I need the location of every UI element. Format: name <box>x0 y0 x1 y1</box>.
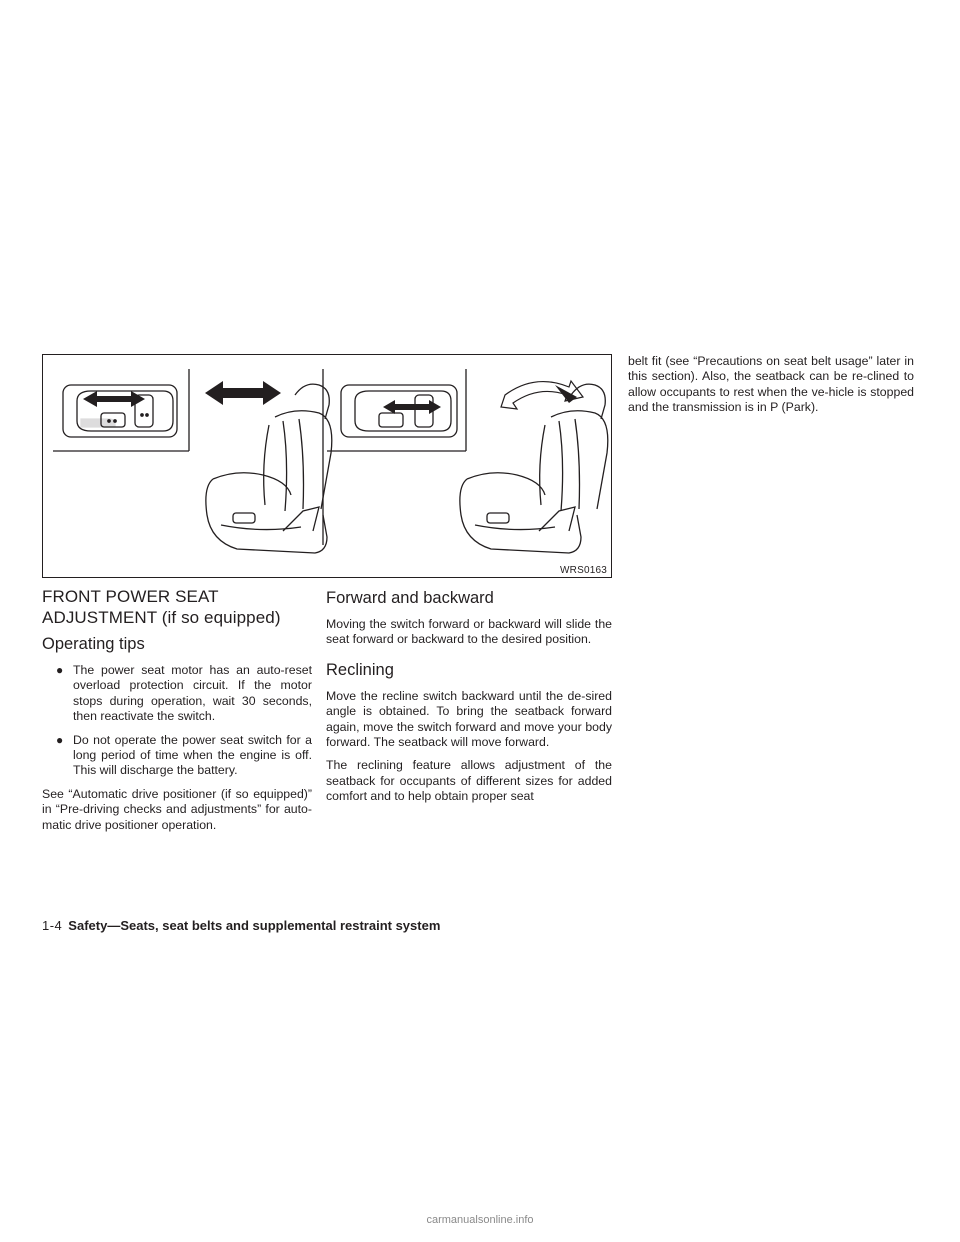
column-left <box>42 586 312 841</box>
recline-arrow-icon <box>383 381 583 414</box>
bullet-icon: ● <box>56 732 64 747</box>
figure-code: WRS0163 <box>560 565 607 576</box>
operating-tips-heading: Operating tips <box>42 635 145 653</box>
forward-backward-text: Moving the switch forward or backward will slide the seat forward or backward to the desired position. <box>326 617 612 647</box>
reclining-feature-text: The reclining feature allows adjustment of the seatback for occupants of different sizes for added comfort and to help obtain proper seat <box>326 758 612 804</box>
operating-tips-list <box>42 663 312 779</box>
seat-adjustment-illustration <box>42 354 612 578</box>
column-right <box>628 354 914 424</box>
bullet-icon: ● <box>56 663 64 677</box>
section-title: FRONT POWER SEAT ADJUSTMENT (if so equipped) <box>42 587 281 627</box>
watermark: carmanualsonline.info <box>426 1214 534 1226</box>
forward-backward-heading: Forward and backward <box>326 589 494 607</box>
list-item: ● Do not operate the power seat switch for a long period of time when the engine is off. This will discharge the battery. <box>56 732 312 778</box>
reclining-text: Move the recline switch backward until the de-sired angle is obtained. To bring the seatback forward again, move the switch forward and move your body forward. The seatback will move forward. <box>326 688 612 750</box>
list-item: ● The power seat motor has an auto-reset overload protection circuit. If the motor stops during operation, wait 30 seconds, then reactivate the switch. <box>56 663 312 724</box>
adp-reference-note: See “Automatic drive positioner (if so equipped)” in “Pre-driving checks and adjustments” for auto-matic drive positioner operation. <box>42 786 312 832</box>
illustration-drawing <box>43 355 613 579</box>
page-number: 1-4 <box>42 918 63 933</box>
reclining-heading: Reclining <box>326 660 394 679</box>
page-footer <box>42 918 612 934</box>
reclining-feature-text-continued: belt fit (see “Precautions on seat belt usage” later in this section). Also, the seatback can be re-clined to allow occupants to rest when the ve-hicle is stopped and the transmission is in P (Park). <box>628 354 914 415</box>
chapter-title: Safety—Seats, seat belts and supplemental restraint system <box>68 918 441 933</box>
column-middle <box>326 586 612 813</box>
seat-icon <box>206 384 332 553</box>
seat-icon <box>460 384 608 553</box>
seat-slide-switch-icon <box>53 369 189 451</box>
